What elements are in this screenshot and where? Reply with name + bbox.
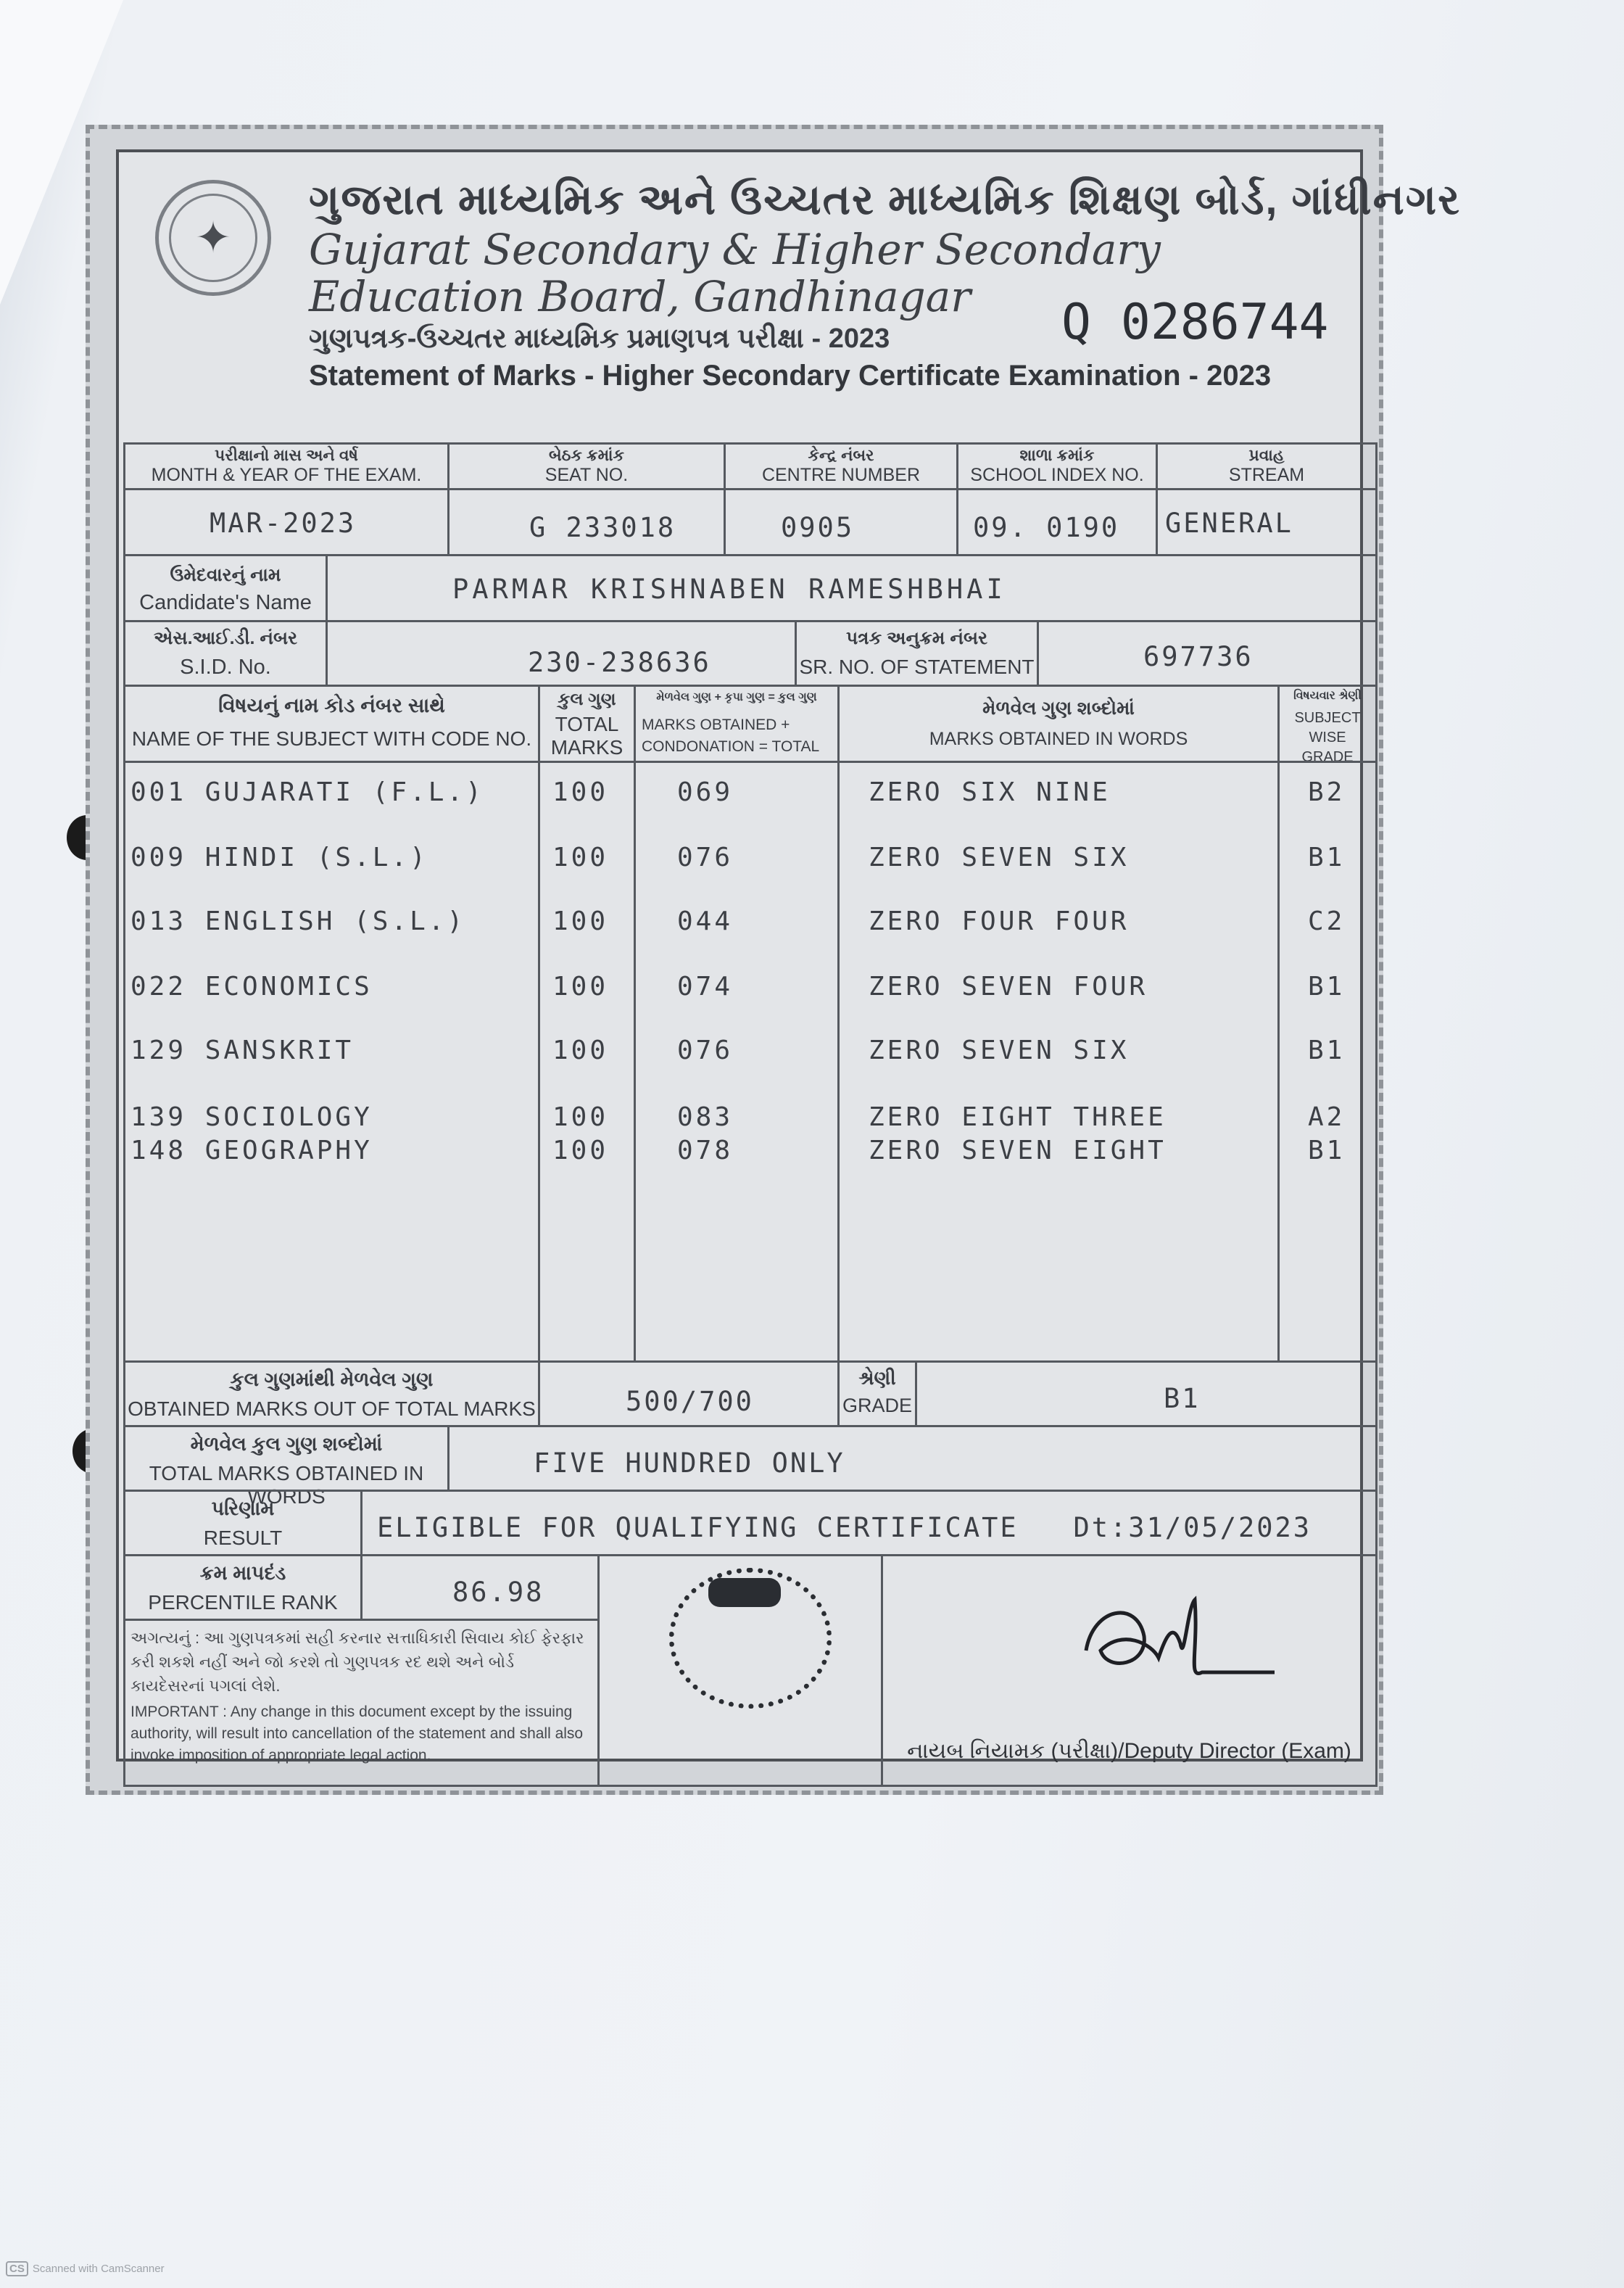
sid-label-cell: એસ.આઈ.ડી. નંબર S.I.D. No.: [123, 620, 328, 687]
subject-marks-in-words: ZERO SEVEN FOUR: [869, 972, 1148, 1001]
sid-value: 230-238636: [528, 647, 711, 678]
subject-grade: B1: [1308, 1036, 1346, 1065]
subject-marks-in-words: ZERO SEVEN SIX: [869, 1036, 1130, 1065]
subject-total-marks: 100: [552, 906, 609, 936]
subject-name: 001 GUJARATI (F.L.): [130, 777, 484, 807]
obtained-total-value-cell: [538, 1360, 840, 1427]
subject-name: 129 SANSKRIT: [130, 1036, 355, 1065]
centre-value: 0905: [781, 512, 855, 543]
stream-value: GENERAL: [1165, 508, 1293, 539]
result-value-cell: [360, 1490, 1378, 1556]
marksheet: [86, 125, 1462, 1795]
seat-label-cell: બેઠક ક્રમાંક SEAT NO.: [447, 442, 726, 490]
subject-row: [119, 906, 1360, 938]
important-note-gujarati: અગત્યનું : આ ગુણપત્રકમાં સહી કરનાર સત્તાધિકારી સિવાય કોઈ ફેરફાર કરી શકશે નહીં અને જો કરશે તો ગુણપત્રક રદ થશે અને બોર્ડ કાયદેસરનાં પગલાં લેશે.: [130, 1629, 584, 1695]
marksheet-frame: [116, 149, 1462, 1764]
subject-grade: B2: [1308, 777, 1346, 807]
subject-grade: C2: [1308, 906, 1346, 936]
subject-marks-obtained: 083: [677, 1102, 734, 1132]
subject-grade: A2: [1308, 1102, 1346, 1132]
total-marks-header: કુલ ગુણ TOTAL MARKS: [538, 685, 636, 763]
seal-cell: [597, 1554, 883, 1787]
camscanner-logo-icon: CS: [6, 2261, 28, 2276]
srno-value: 697736: [1143, 641, 1254, 672]
subject-row: [119, 777, 1360, 809]
subject-marks-obtained: 044: [677, 906, 734, 936]
subject-total-marks: 100: [552, 777, 609, 807]
centre-value-cell: [724, 488, 958, 556]
subject-row: [119, 972, 1360, 1004]
subject-name: 013 ENGLISH (S.L.): [130, 906, 466, 936]
subject-name-header: વિષયનું નામ કોડ નંબર સાથે NAME OF THE SUBJECT WITH CODE NO.: [123, 685, 540, 763]
subject-marks-obtained: 076: [677, 843, 734, 872]
centre-label-cell: કેન્દ્ર નંબર CENTRE NUMBER: [724, 442, 958, 490]
subject-grade: B1: [1308, 843, 1346, 872]
total-words-value-cell: [447, 1425, 1378, 1492]
total-words-label-cell: મેળવેલ કુલ ગુણ શબ્દોમાં TOTAL MARKS OBTAINED IN WORDS: [123, 1425, 450, 1492]
subject-grade: B1: [1308, 972, 1346, 1001]
month-year-label-cell: પરીક્ષાનો માસ અને વર્ષ MONTH & YEAR OF THE EXAM.: [123, 442, 450, 490]
seat-value: G 233018: [529, 512, 676, 543]
subject-marks-obtained: 076: [677, 1036, 734, 1065]
subject-total-marks: 100: [552, 1102, 609, 1132]
subject-row: [119, 1136, 1360, 1168]
statement-title-english: Statement of Marks - Higher Secondary Certificate Examination - 2023: [309, 360, 1272, 392]
subject-marks-in-words: ZERO FOUR FOUR: [869, 906, 1130, 936]
subject-row: [119, 843, 1360, 875]
subject-total-marks: 100: [552, 843, 609, 872]
candidate-name-value-cell: [326, 554, 1378, 622]
subject-marks-obtained: 074: [677, 972, 734, 1001]
board-title-gujarati: ગુજરાત માધ્યમિક અને ઉચ્ચતર માધ્યમિક શિક્ષણ બોર્ડ, ગાંધીનગર: [309, 176, 1462, 223]
deputy-director-title: નાયબ નિયામક (પરીક્ષા)/Deputy Director (Exam): [907, 1739, 1351, 1763]
board-title-english-line1: Gujarat Secondary & Higher Secondary: [309, 225, 1161, 274]
deputy-director-signature-icon: [1079, 1593, 1282, 1701]
stream-label-cell: પ્રવાહ STREAM: [1156, 442, 1378, 490]
serial-number: Q 0286744: [1061, 294, 1329, 351]
important-note-english: IMPORTANT : Any change in this document except by the issuing authority, will result into cancellation of the statement and shall also invoke imposition of appropriate legal action.: [130, 1703, 584, 1764]
seat-value-cell: [447, 488, 726, 556]
subject-name: 009 HINDI (S.L.): [130, 843, 428, 872]
grade-value-cell: [915, 1360, 1378, 1427]
signature-cell: [881, 1554, 1378, 1787]
total-words-value: FIVE HUNDRED ONLY: [534, 1447, 845, 1479]
subject-name: 022 ECONOMICS: [130, 972, 373, 1001]
obtained-total-value: 500/700: [626, 1386, 754, 1417]
srno-label-cell: પત્રક અનુક્રમ નંબર SR. NO. OF STATEMENT: [795, 620, 1039, 687]
statement-title-gujarati: ગુણપત્રક-ઉચ્ચતર માધ્યમિક પ્રમાણપત્ર પરીક્ષા - 2023: [309, 323, 890, 354]
subject-grade-header: વિષયવાર શ્રેણી SUBJECT WISE GRADE: [1277, 685, 1378, 763]
board-title-english-line2: Education Board, Gandhinagar: [309, 272, 971, 321]
result-value: ELIGIBLE FOR QUALIFYING CERTIFICATE Dt:31/05/2023: [377, 1512, 1312, 1543]
subject-total-marks: 100: [552, 972, 609, 1001]
obtained-total-label-cell: કુલ ગુણમાંથી મેળવેલ ગુણ OBTAINED MARKS OUT OF TOTAL MARKS: [123, 1360, 540, 1427]
candidate-name-label-cell: ઉમેદવારનું નામ Candidate's Name: [123, 554, 328, 622]
camscanner-watermark: CS Scanned with CamScanner: [6, 2263, 165, 2275]
subject-total-marks: 100: [552, 1036, 609, 1065]
grade-label-cell: શ્રેણી GRADE: [837, 1360, 917, 1427]
school-value: 09. 0190: [973, 512, 1120, 543]
sid-value-cell: [326, 620, 797, 687]
percentile-value: 86.98: [452, 1577, 544, 1608]
subject-row: [119, 1102, 1360, 1134]
stream-value-cell: [1156, 488, 1378, 556]
result-label-cell: પરિણામ RESULT: [123, 1490, 362, 1556]
candidate-name-value: PARMAR KRISHNABEN RAMESHBHAI: [452, 574, 1006, 605]
board-logo-icon: ✦: [155, 180, 271, 296]
srno-value-cell: [1037, 620, 1378, 687]
marks-in-words-header: મેળવેલ ગુણ શબ્દોમાં MARKS OBTAINED IN WORDS: [837, 685, 1280, 763]
subject-marks-in-words: ZERO EIGHT THREE: [869, 1102, 1167, 1132]
subject-marks-obtained: 078: [677, 1136, 734, 1165]
marks-obtained-header: મેળવેલ ગુણ + કૃપા ગુણ = કુલ ગુણ MARKS OBTAINED + CONDONATION = TOTAL: [634, 685, 840, 763]
month-year-value: MAR-2023: [210, 508, 357, 539]
subject-marks-in-words: ZERO SEVEN EIGHT: [869, 1136, 1167, 1165]
subject-name: 139 SOCIOLOGY: [130, 1102, 373, 1132]
subject-total-marks: 100: [552, 1136, 609, 1165]
school-label-cell: શાળા ક્રમાંક SCHOOL INDEX NO.: [956, 442, 1158, 490]
subject-marks-in-words: ZERO SEVEN SIX: [869, 843, 1130, 872]
subject-name: 148 GEOGRAPHY: [130, 1136, 373, 1165]
month-year-value-cell: [123, 488, 450, 556]
percentile-label-cell: ક્રમ માપદંડ PERCENTILE RANK: [123, 1554, 362, 1621]
seal-emblem-icon: [708, 1578, 781, 1607]
subject-marks-in-words: ZERO SIX NINE: [869, 777, 1111, 807]
subject-grade: B1: [1308, 1136, 1346, 1165]
subject-marks-obtained: 069: [677, 777, 734, 807]
school-value-cell: [956, 488, 1158, 556]
grade-value: B1: [1164, 1383, 1201, 1414]
percentile-value-cell: [360, 1554, 600, 1621]
subject-row: [119, 1036, 1360, 1067]
